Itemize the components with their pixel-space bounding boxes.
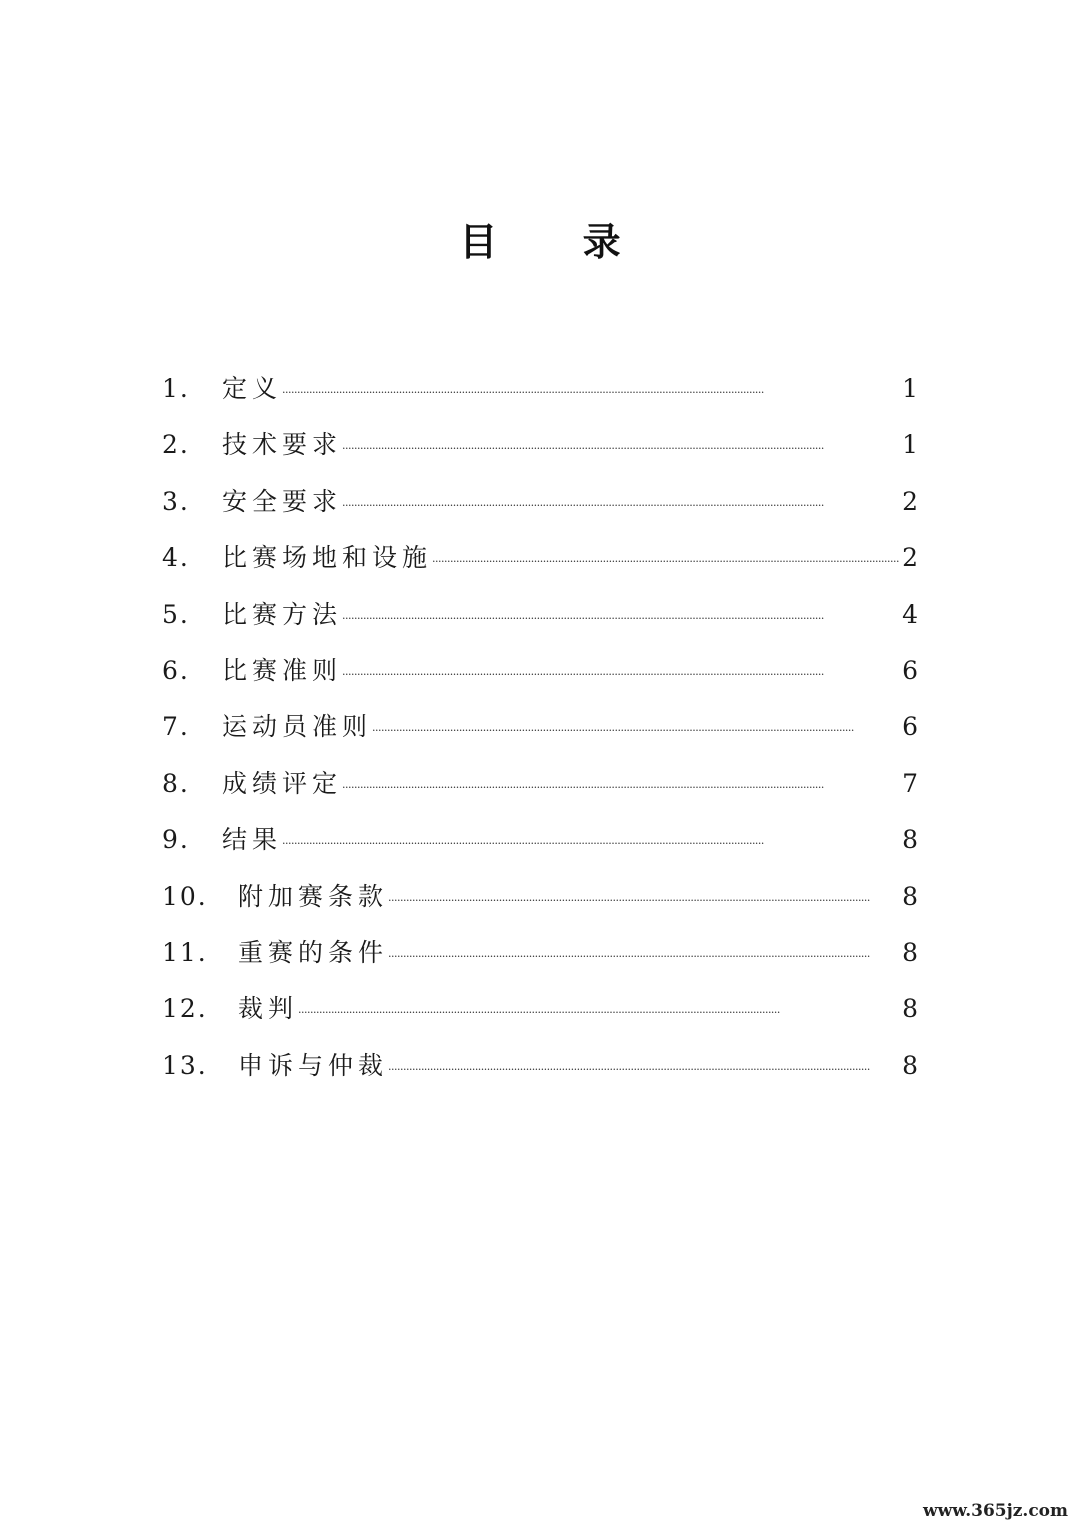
toc-entry[interactable] bbox=[162, 526, 918, 582]
toc-entry-page: 8 bbox=[902, 994, 918, 1024]
toc-leader-dots bbox=[282, 357, 900, 397]
toc-entry-page: 6 bbox=[902, 712, 918, 742]
toc-entry-page: 8 bbox=[902, 825, 918, 855]
toc-entry[interactable] bbox=[162, 413, 918, 469]
toc-entry-number: 11. bbox=[162, 937, 208, 967]
toc-entry[interactable] bbox=[162, 1034, 918, 1090]
toc-entry-label: 成绩评定 bbox=[222, 768, 343, 798]
toc-entry[interactable] bbox=[162, 357, 918, 413]
toc-entry[interactable] bbox=[162, 695, 918, 751]
site-watermark: www.365jz.com bbox=[923, 1501, 1068, 1521]
toc-entry-label: 比赛准则 bbox=[222, 655, 343, 685]
toc-entry-page: 8 bbox=[902, 937, 918, 967]
toc-leader-dots bbox=[298, 977, 900, 1017]
toc-entry-label: 裁判 bbox=[238, 994, 299, 1024]
toc-entry-page: 7 bbox=[902, 768, 918, 798]
toc-entry[interactable] bbox=[162, 583, 918, 639]
toc-entry[interactable] bbox=[162, 865, 918, 921]
toc-leader-dots bbox=[388, 865, 900, 905]
toc-entry-label: 重赛的条件 bbox=[238, 937, 389, 967]
toc-entry-number: 8. bbox=[162, 768, 190, 798]
page-title: 目 录 bbox=[459, 220, 657, 264]
toc-entry-label: 附加赛条款 bbox=[238, 881, 389, 911]
toc-leader-dots bbox=[342, 413, 900, 453]
toc-leader-dots bbox=[342, 639, 900, 679]
toc-leader-dots bbox=[342, 470, 900, 510]
toc-entry-page: 8 bbox=[902, 881, 918, 911]
toc-entry-number: 12. bbox=[162, 994, 208, 1024]
toc-entry[interactable] bbox=[162, 752, 918, 808]
toc-entry-label: 结果 bbox=[222, 825, 283, 855]
toc-entry-label: 定义 bbox=[222, 374, 283, 403]
toc-entry-page: 1 bbox=[902, 374, 918, 403]
toc-entry-page: 2 bbox=[902, 486, 918, 516]
toc-entry-number: 3. bbox=[162, 486, 190, 516]
toc-leader-dots bbox=[372, 695, 900, 735]
toc-entry-label: 比赛场地和设施 bbox=[222, 543, 433, 573]
toc-entry-page: 8 bbox=[902, 1050, 918, 1080]
toc-entry-number: 6. bbox=[162, 655, 190, 685]
toc-entry-page: 6 bbox=[902, 655, 918, 685]
toc-entry[interactable] bbox=[162, 921, 918, 977]
toc-entry-label: 技术要求 bbox=[222, 430, 343, 460]
toc-leader-dots bbox=[388, 921, 900, 961]
toc-leader-dots bbox=[342, 583, 900, 623]
toc-leader-dots bbox=[342, 752, 900, 792]
toc-entry[interactable] bbox=[162, 639, 918, 695]
toc-leader-dots bbox=[388, 1034, 900, 1074]
toc-entry[interactable] bbox=[162, 808, 918, 864]
toc-entry-label: 运动员准则 bbox=[222, 712, 373, 742]
table-of-contents bbox=[162, 357, 918, 1090]
toc-leader-dots bbox=[282, 808, 900, 848]
toc-entry-page: 1 bbox=[902, 430, 918, 460]
toc-entry-label: 申诉与仲裁 bbox=[238, 1050, 389, 1080]
toc-entry-number: 10. bbox=[162, 881, 208, 911]
toc-entry-number: 9. bbox=[162, 825, 190, 855]
toc-entry-number: 1. bbox=[162, 374, 190, 403]
toc-entry-number: 13. bbox=[162, 1050, 208, 1080]
toc-leader-dots bbox=[432, 526, 900, 566]
toc-entry-page: 4 bbox=[902, 599, 918, 629]
toc-entry-number: 4. bbox=[162, 543, 190, 573]
toc-entry-label: 安全要求 bbox=[222, 486, 343, 516]
toc-entry[interactable] bbox=[162, 470, 918, 526]
toc-entry-label: 比赛方法 bbox=[222, 599, 343, 629]
toc-entry[interactable] bbox=[162, 977, 918, 1033]
toc-entry-page: 2 bbox=[902, 543, 918, 573]
toc-entry-number: 2. bbox=[162, 430, 190, 460]
toc-entry-number: 7. bbox=[162, 712, 190, 742]
toc-entry-number: 5. bbox=[162, 599, 190, 629]
